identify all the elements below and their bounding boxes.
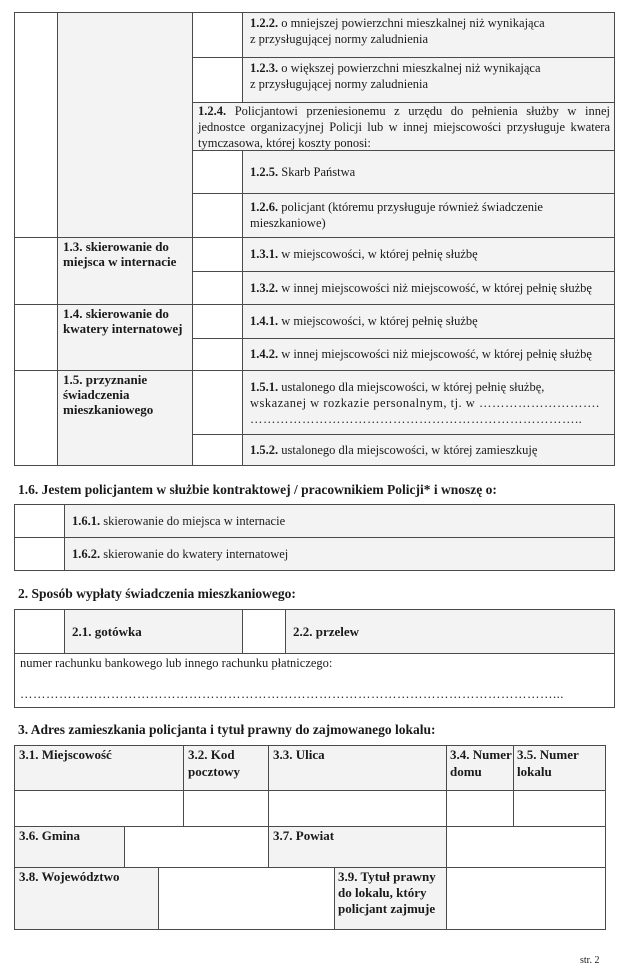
checkbox-1-3[interactable]	[14, 237, 58, 305]
checkbox-1-2-2[interactable]	[192, 12, 243, 58]
label-powiat: 3.7. Powiat	[268, 826, 447, 868]
option-1-3-2: 1.3.2. w innej miejscowości niż miejscowość, w której pełnię służbę	[242, 271, 615, 305]
section-2-heading: 2. Sposób wypłaty świadczenia mieszkaniowego:	[18, 586, 296, 601]
input-tytul-prawny[interactable]	[446, 867, 606, 930]
checkbox-1-4[interactable]	[14, 304, 58, 371]
input-gmina[interactable]	[124, 826, 269, 868]
input-numer-domu[interactable]	[446, 790, 514, 827]
option-cash: 2.1. gotówka	[64, 609, 243, 654]
label-ulica: 3.3. Ulica	[268, 745, 447, 791]
checkbox-1-6-1[interactable]	[14, 504, 65, 538]
checkbox-1-6-2[interactable]	[14, 537, 65, 571]
option-1-5-1: 1.5.1. ustalonego dla miejscowości, w której pełnię służbę, wskazanej w rozkazie personalnym, tj. w ………………………. …………………………………………………………………..	[242, 370, 615, 435]
section-1-6-heading: 1.6. Jestem policjantem w służbie kontraktowej / pracownikiem Policji* i wnoszę o:	[18, 482, 497, 497]
bank-account-field[interactable]: numer rachunku bankowego lub innego rachunku płatniczego: ……………………………………………………………………………………………………………...	[14, 653, 615, 708]
bank-account-input[interactable]: ……………………………………………………………………………………………………………...	[20, 687, 564, 701]
label-numer-lokalu: 3.5. Numer lokalu	[513, 745, 606, 791]
option-1-3-1: 1.3.1. w miejscowości, w której pełnię służbę	[242, 237, 615, 272]
group-label-1-4: 1.4. skierowanie do kwatery internatowej	[57, 304, 193, 371]
checkbox-1-5-1[interactable]	[192, 370, 243, 435]
checkbox-1-2-6[interactable]	[192, 193, 243, 238]
input-wojewodztwo[interactable]	[158, 867, 335, 930]
info-1-2-4: 1.2.4. Policjantowi przeniesionemu z urzędu do pełnienia służby w innej jednostce organizacyjnej Policji lub w innej miejscowości przysługuje kwatera tymczasowa, której koszty ponosi:	[192, 102, 615, 151]
label-kod-pocztowy: 3.2. Kod pocztowy	[183, 745, 269, 791]
checkbox-cash[interactable]	[14, 609, 65, 654]
row-checkbox-1-2[interactable]	[14, 12, 58, 238]
group-label-1-3: 1.3. skierowanie do miejsca w internacie	[57, 237, 193, 305]
personnel-order-location-field[interactable]: wskazanej w rozkazie personalnym, tj. w ……………………….	[250, 396, 600, 410]
checkbox-1-2-3[interactable]	[192, 57, 243, 103]
checkbox-1-5[interactable]	[14, 370, 58, 466]
option-1-6-1: 1.6.1. skierowanie do miejsca w internacie	[64, 504, 615, 538]
option-1-6-2: 1.6.2. skierowanie do kwatery internatowej	[64, 537, 615, 571]
label-gmina: 3.6. Gmina	[14, 826, 125, 868]
option-1-5-2: 1.5.2. ustalonego dla miejscowości, w której zamieszkuję	[242, 434, 615, 466]
checkbox-transfer[interactable]	[242, 609, 286, 654]
page-number: str. 2	[580, 955, 600, 966]
option-1-2-2: 1.2.2. o mniejszej powierzchni mieszkalnej niż wynikająca z przysługującej normy zaludnienia	[242, 12, 615, 58]
input-powiat[interactable]	[446, 826, 606, 868]
group-label-1-2	[57, 12, 193, 238]
checkbox-1-2-5[interactable]	[192, 150, 243, 194]
option-1-2-6: 1.2.6. policjant (któremu przysługuje również świadczenie mieszkaniowe)	[242, 193, 615, 238]
checkbox-1-4-1[interactable]	[192, 304, 243, 339]
option-1-2-3: 1.2.3. o większej powierzchni mieszkalnej niż wynikająca z przysługującej normy zaludnienia	[242, 57, 615, 103]
option-transfer: 2.2. przelew	[285, 609, 615, 654]
input-miejscowosc[interactable]	[14, 790, 184, 827]
checkbox-1-3-2[interactable]	[192, 271, 243, 305]
label-numer-domu: 3.4. Numer domu	[446, 745, 514, 791]
label-wojewodztwo: 3.8. Województwo	[14, 867, 159, 930]
input-ulica[interactable]	[268, 790, 447, 827]
label-tytul-prawny: 3.9. Tytuł prawny do lokalu, który policjant zajmuje	[334, 867, 447, 930]
checkbox-1-5-2[interactable]	[192, 434, 243, 466]
group-label-1-5: 1.5. przyznanie świadczenia mieszkaniowego	[57, 370, 193, 466]
input-numer-lokalu[interactable]	[513, 790, 606, 827]
label-miejscowosc: 3.1. Miejscowość	[14, 745, 184, 791]
option-1-4-1: 1.4.1. w miejscowości, w której pełnię służbę	[242, 304, 615, 339]
section-3-heading: 3. Adres zamieszkania policjanta i tytuł prawny do zajmowanego lokalu:	[18, 722, 436, 737]
checkbox-1-3-1[interactable]	[192, 237, 243, 272]
checkbox-1-4-2[interactable]	[192, 338, 243, 371]
option-1-4-2: 1.4.2. w innej miejscowości niż miejscowość, w której pełnię służbę	[242, 338, 615, 371]
option-1-2-5: 1.2.5. Skarb Państwa	[242, 150, 615, 194]
input-kod-pocztowy[interactable]	[183, 790, 269, 827]
